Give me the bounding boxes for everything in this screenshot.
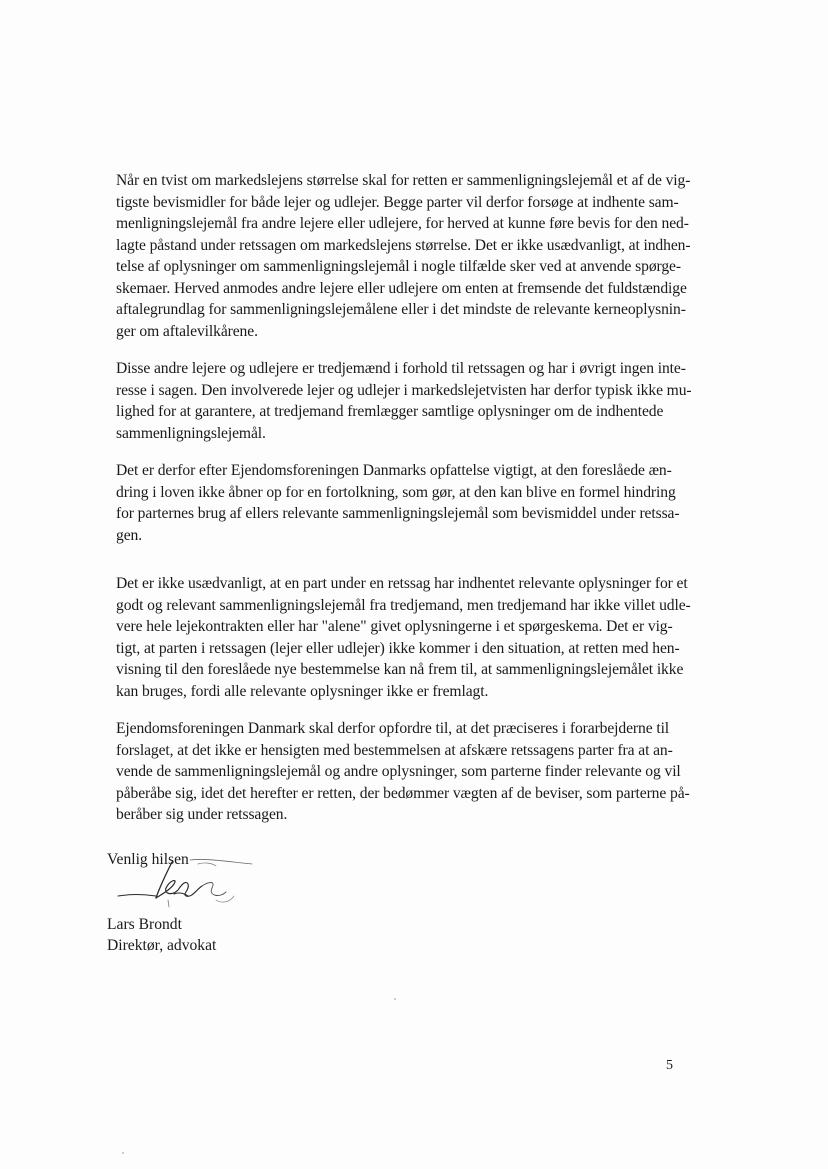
paragraph-4 — [116, 573, 691, 702]
paragraph-line: visning til den foreslåede nye bestemmelse kan nå frem til, at sammenligningslejemålet ikke — [116, 661, 684, 678]
paragraph-line: resse i sagen. Den involverede lejer og udlejer i markedslejetvisten har derfor typisk ikke mu- — [116, 381, 692, 399]
paragraph-line: lighed for at garantere, at tredjemand fremlægger samtlige oplysninger om de indhentede — [116, 403, 664, 420]
scan-speck — [122, 1152, 124, 1154]
paragraph-line: menligningslejemål fra andre lejere eller udlejere, for herved at kunne føre bevis for den ned- — [116, 215, 689, 232]
paragraph-line: forslaget, at det ikke er hensigten med bestemmelsen at afskære retssagens parter fra at an- — [116, 741, 673, 759]
page-number: 5 — [666, 1058, 673, 1073]
closing-greeting: Venlig hilsen — [107, 851, 189, 868]
paragraph-1 — [116, 170, 690, 342]
paragraph-line: gen. — [116, 526, 143, 544]
paragraph-line: dring i loven ikke åbner op for en fortolkning, som gør, at den kan blive en formel hindring — [116, 483, 676, 501]
signer-title: Direktør, advokat — [107, 937, 217, 954]
paragraph-line: Det er ikke usædvanligt, at en part under en retssag har indhentet relevante oplysninger for et — [116, 575, 688, 592]
paragraph-line: påberåbe sig, idet det herefter er retten, der bedømmer vægten af de beviser, som parterne på- — [116, 784, 690, 802]
paragraph-5 — [116, 718, 690, 826]
paragraph-3 — [116, 460, 679, 546]
paragraph-line: kan bruges, fordi alle relevante oplysninger ikke er fremlagt. — [116, 682, 489, 700]
paragraph-line: Ejendomsforeningen Danmark skal derfor opfordre til, at det præciseres i forarbejderne til — [116, 720, 670, 737]
paragraph-line: tigste bevismidler for både lejer og udlejer. Begge parter vil derfor forsøge at indhente sam- — [116, 193, 679, 211]
paragraph-line: beråber sig under retssagen. — [116, 806, 288, 823]
paragraph-line: lagte påstand under retssagen om markedslejens størrelse. Det er ikke usædvanligt, at indhen- — [116, 236, 691, 254]
paragraph-line: ger om aftalevilkårene. — [116, 322, 258, 340]
paragraph-line: Når en tvist om markedslejens størrelse skal for retten er sammenligningslejemål et af de vig- — [116, 172, 691, 189]
paragraph-line: vere hele lejekontrakten eller har "alene" givet oplysningerne i et spørgeskema. Det er vig- — [116, 618, 673, 635]
paragraph-line: telse af oplysninger om sammenligningslejemål i nogle tilfælde sker ved at anvende spørge- — [116, 258, 681, 275]
signer-name: Lars Brondt — [107, 916, 182, 933]
scan-speck — [394, 998, 396, 1000]
paragraph-line: godt og relevant sammenligningslejemål fra tredjemand, men tredjemand har ikke villet udle- — [116, 596, 691, 614]
paragraph-line: Det er derfor efter Ejendomsforeningen Danmarks opfattelse vigtigt, at den foreslåede æn- — [116, 462, 672, 479]
paragraph-line: skemaer. Herved anmodes andre lejere eller udlejere om enten at fremsende det fuldstændige — [116, 279, 687, 297]
paragraph-line: aftalegrundlag for sammenligningslejemålene eller i det mindste de relevante kerneoplysnin- — [116, 301, 686, 318]
paragraph-line: vende de sammenligningslejemål og andre oplysninger, som parterne finder relevante og vil — [116, 763, 681, 780]
paragraph-line: Disse andre lejere og udlejere er tredjemænd i forhold til retssagen og har i øvrigt ingen inte- — [116, 360, 686, 377]
paragraph-line: tigt, at parten i retssagen (lejer eller udlejer) ikke kommer i den situation, at retten med hen- — [116, 639, 680, 657]
paragraph-line: for parternes brug af ellers relevante sammenligningslejemål som bevismiddel under retssa- — [116, 505, 680, 522]
paragraph-2 — [116, 358, 692, 444]
handwritten-signature — [112, 850, 262, 920]
paragraph-line: sammenligningslejemål. — [116, 424, 266, 442]
